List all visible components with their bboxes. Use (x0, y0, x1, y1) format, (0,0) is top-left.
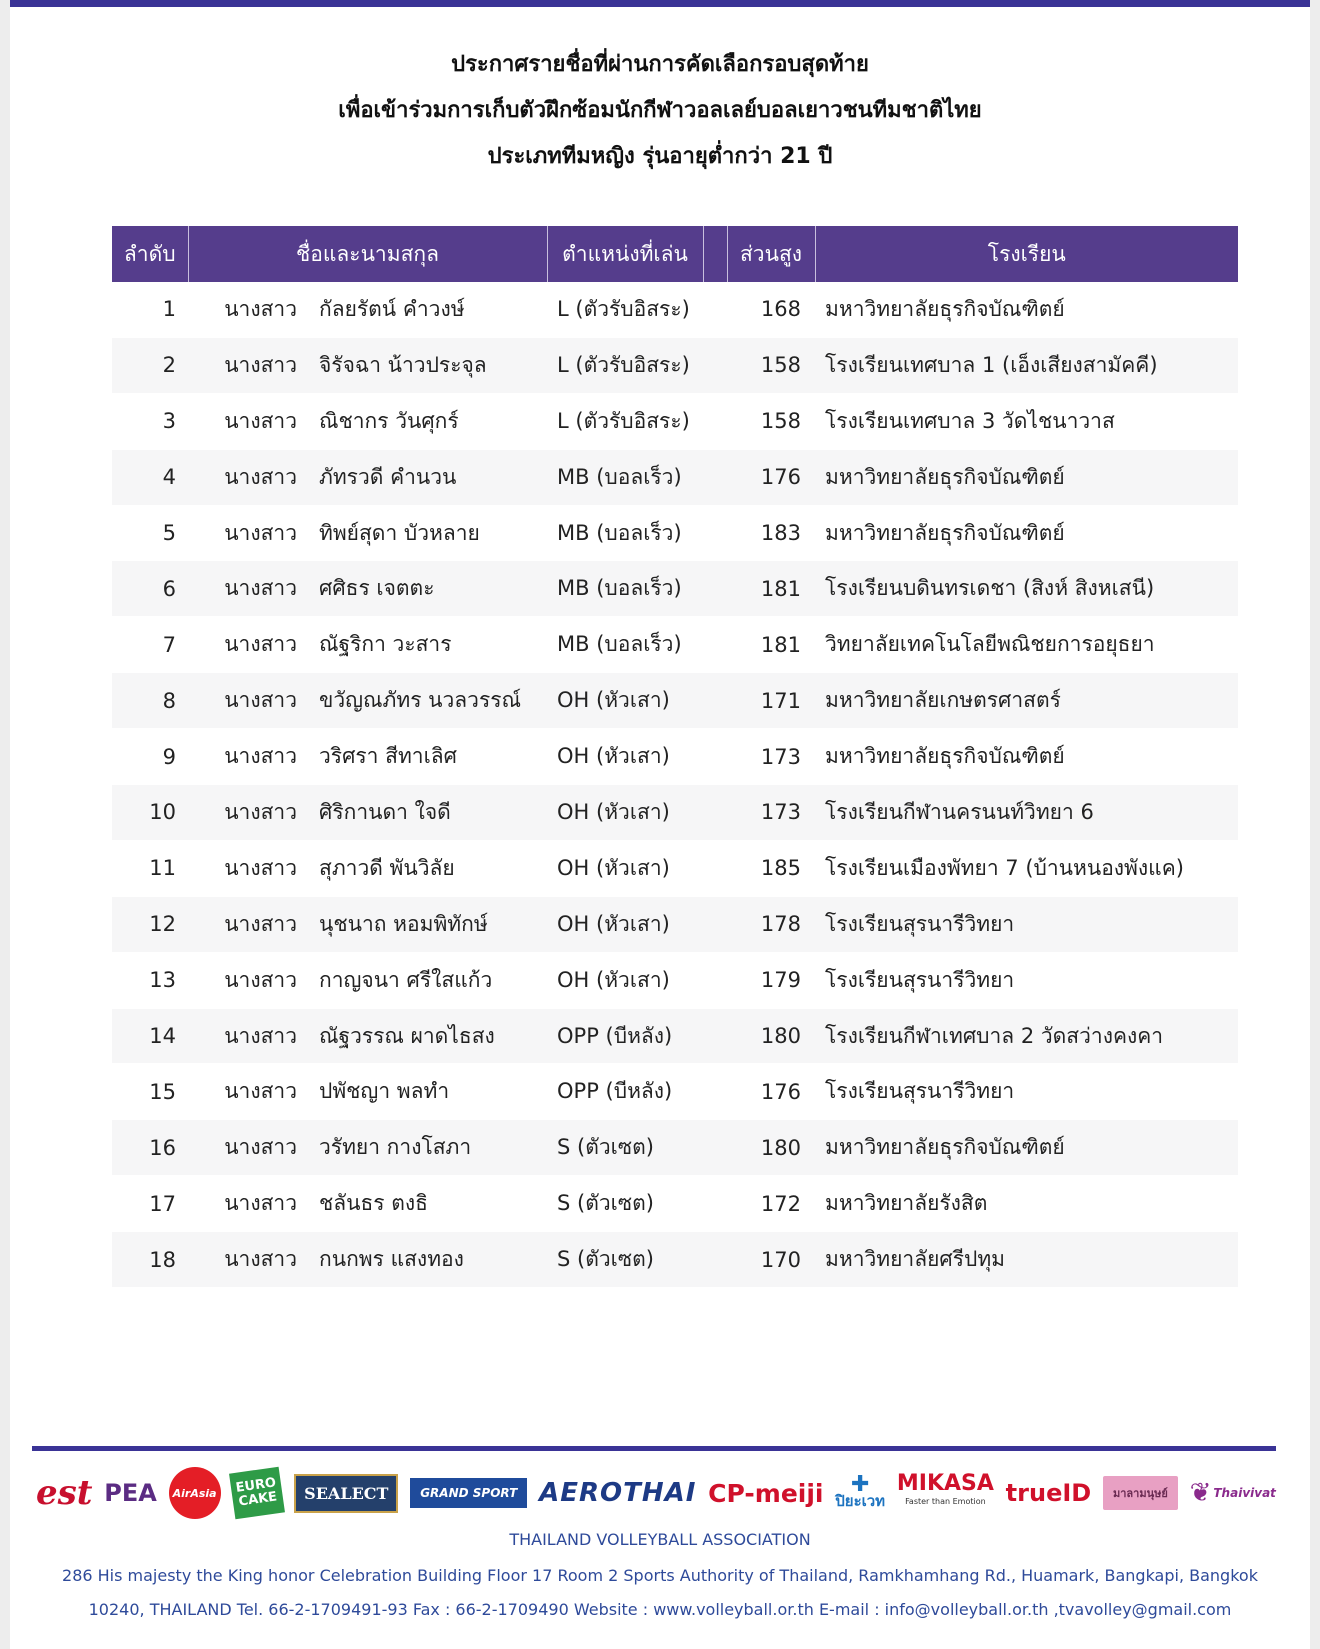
cell-no: 9 (112, 729, 188, 785)
table-row (112, 952, 1238, 1008)
footer-rule (32, 1446, 1276, 1451)
cell-spacer (703, 1120, 727, 1176)
cell-school: โรงเรียนเมืองพัทยา 7 (บ้านหนองพังแค) (815, 840, 1238, 896)
cell-position: MB (บอลเร็ว) (547, 561, 703, 617)
association-name: THAILAND VOLLEYBALL ASSOCIATION (509, 1530, 811, 1549)
cell-school: โรงเรียนกีฬานครนนท์วิทยา 6 (815, 785, 1238, 841)
cell-position: MB (บอลเร็ว) (547, 449, 703, 505)
col-header-height: ส่วนสูง (727, 226, 815, 282)
cell-spacer (703, 505, 727, 561)
cell-name: ขวัญณภัทร นวลวรรณ์ (311, 673, 547, 729)
col-header-no: ลำดับ (112, 226, 188, 282)
cell-position: S (ตัวเซต) (547, 1176, 703, 1232)
cell-name: ณัฐริกา วะสาร (311, 617, 547, 673)
cell-title: นางสาว (188, 393, 311, 449)
cell-title: นางสาว (188, 840, 311, 896)
cell-no: 14 (112, 1008, 188, 1064)
est-logo: est (36, 1473, 93, 1513)
cell-school: มหาวิทยาลัยธุรกิจบัณฑิตย์ (815, 282, 1238, 337)
cell-position: OH (หัวเสา) (547, 952, 703, 1008)
col-header-name: ชื่อและนามสกุล (188, 226, 547, 282)
thaivivat-mark-icon: ❦ (1189, 1478, 1212, 1508)
table-row (112, 1120, 1238, 1176)
cell-height: 173 (727, 729, 815, 785)
cell-height: 171 (727, 673, 815, 729)
table-row (112, 337, 1238, 393)
cell-title: นางสาว (188, 952, 311, 1008)
cell-no: 7 (112, 617, 188, 673)
cell-school: โรงเรียนสุรนารีวิทยา (815, 896, 1238, 952)
table-row (112, 561, 1238, 617)
col-header-position: ตำแหน่งที่เล่น (547, 226, 703, 282)
cell-no: 8 (112, 673, 188, 729)
cell-spacer (703, 952, 727, 1008)
cell-name: กัลยรัตน์ คำวงษ์ (311, 282, 547, 337)
airasia-logo: AirAsia (169, 1467, 221, 1519)
cell-no: 6 (112, 561, 188, 617)
cell-school: โรงเรียนเทศบาล 3 วัดไชนาวาส (815, 393, 1238, 449)
piyawat-mark-icon: ✚ (850, 1472, 870, 1497)
cell-position: S (ตัวเซต) (547, 1232, 703, 1288)
cell-name: ศิริกานดา ใจดี (311, 785, 547, 841)
cell-position: MB (บอลเร็ว) (547, 505, 703, 561)
cell-height: 181 (727, 561, 815, 617)
cell-title: นางสาว (188, 617, 311, 673)
cell-name: ภัทรวดี คำนวน (311, 449, 547, 505)
table-row (112, 1064, 1238, 1120)
cell-position: OH (หัวเสา) (547, 840, 703, 896)
table-row (112, 282, 1238, 337)
cell-height: 176 (727, 1064, 815, 1120)
thaivivat-logo (1190, 1478, 1276, 1508)
cell-title: นางสาว (188, 561, 311, 617)
cpmeiji-logo: CP-meiji (708, 1478, 824, 1508)
cell-school: โรงเรียนเทศบาล 1 (เอ็งเสียงสามัคคี) (815, 337, 1238, 393)
cell-position: OH (หัวเสา) (547, 729, 703, 785)
cell-position: OH (หัวเสา) (547, 673, 703, 729)
trueid-logo: trueID (1005, 1479, 1092, 1507)
cell-spacer (703, 449, 727, 505)
cell-spacer (703, 1232, 727, 1288)
cell-no: 4 (112, 449, 188, 505)
table-row (112, 896, 1238, 952)
cell-spacer (703, 337, 727, 393)
cell-spacer (703, 840, 727, 896)
page-edge-left (0, 0, 10, 1649)
cell-no: 5 (112, 505, 188, 561)
cell-spacer (703, 1064, 727, 1120)
cell-spacer (703, 393, 727, 449)
cell-school: โรงเรียนสุรนารีวิทยา (815, 1064, 1238, 1120)
cell-no: 18 (112, 1232, 188, 1288)
cell-title: นางสาว (188, 505, 311, 561)
cell-position: OPP (บีหลัง) (547, 1064, 703, 1120)
table-row (112, 1176, 1238, 1232)
cell-position: L (ตัวรับอิสระ) (547, 393, 703, 449)
table-row (112, 393, 1238, 449)
roster-table (112, 226, 1238, 1288)
cell-name: วรัทยา กางโสภา (311, 1120, 547, 1176)
cell-no: 3 (112, 393, 188, 449)
cell-name: จิรัจฉา น้าวประจุล (311, 337, 547, 393)
mikasa-logo-text: MIKASA (896, 1471, 994, 1496)
cell-height: 180 (727, 1008, 815, 1064)
cell-school: มหาวิทยาลัยธุรกิจบัณฑิตย์ (815, 729, 1238, 785)
cell-spacer (703, 673, 727, 729)
cell-title: นางสาว (188, 1176, 311, 1232)
cell-name: ณิชากร วันศุกร์ (311, 393, 547, 449)
cell-school: มหาวิทยาลัยรังสิต (815, 1176, 1238, 1232)
cell-spacer (703, 896, 727, 952)
cell-spacer (703, 617, 727, 673)
cell-spacer (703, 785, 727, 841)
roster-body (112, 282, 1238, 1288)
cell-position: L (ตัวรับอิสระ) (547, 337, 703, 393)
table-row (112, 673, 1238, 729)
table-row (112, 505, 1238, 561)
mikasa-tagline: Faster than Emotion (905, 1497, 986, 1506)
cell-name: ชลันธร ตงธิ (311, 1176, 547, 1232)
cell-title: นางสาว (188, 282, 311, 337)
cell-title: นางสาว (188, 1064, 311, 1120)
cell-name: ปพัชญา พลทำ (311, 1064, 547, 1120)
cell-school: มหาวิทยาลัยธุรกิจบัณฑิตย์ (815, 505, 1238, 561)
cell-height: 181 (727, 617, 815, 673)
cell-no: 15 (112, 1064, 188, 1120)
cell-no: 13 (112, 952, 188, 1008)
cell-height: 168 (727, 282, 815, 337)
thaivivat-logo-text: Thaivivat (1213, 1486, 1276, 1500)
sponsor-logos (36, 1463, 1276, 1523)
cell-no: 1 (112, 282, 188, 337)
cell-position: L (ตัวรับอิสระ) (547, 282, 703, 337)
cell-height: 172 (727, 1176, 815, 1232)
table-row (112, 1232, 1238, 1288)
page-edge-right (1310, 0, 1320, 1649)
cell-position: S (ตัวเซต) (547, 1120, 703, 1176)
cell-name: ศศิธร เจตตะ (311, 561, 547, 617)
piyawat-logo (835, 1472, 886, 1510)
address-line-1: 286 His majesty the King honor Celebration Building Floor 17 Room 2 Sports Authority of Thailand, Ramkhamhang Rd., Huamark, Bangkapi, Bangkok (62, 1566, 1258, 1585)
col-header-school: โรงเรียน (815, 226, 1238, 282)
cell-position: OPP (บีหลัง) (547, 1008, 703, 1064)
table-row (112, 1008, 1238, 1064)
cell-title: นางสาว (188, 449, 311, 505)
cell-height: 173 (727, 785, 815, 841)
top-rule (10, 0, 1310, 7)
cell-school: โรงเรียนสุรนารีวิทยา (815, 952, 1238, 1008)
cell-title: นางสาว (188, 785, 311, 841)
cell-height: 179 (727, 952, 815, 1008)
cell-height: 176 (727, 449, 815, 505)
cell-school: วิทยาลัยเทคโนโลยีพณิชยการอยุธยา (815, 617, 1238, 673)
cell-spacer (703, 729, 727, 785)
table-row (112, 840, 1238, 896)
cell-school: มหาวิทยาลัยเกษตรศาสตร์ (815, 673, 1238, 729)
cell-title: นางสาว (188, 1008, 311, 1064)
announcement-title (0, 42, 1320, 180)
cell-name: ณัฐวรรณ ผาดไธสง (311, 1008, 547, 1064)
piyawat-logo-text: ปิยะเวท (835, 1492, 886, 1510)
cell-name: กาญจนา ศรีใสแก้ว (311, 952, 547, 1008)
cell-title: นางสาว (188, 673, 311, 729)
cell-spacer (703, 561, 727, 617)
cell-spacer (703, 1008, 727, 1064)
cell-height: 158 (727, 337, 815, 393)
cell-school: มหาวิทยาลัยศรีปทุม (815, 1232, 1238, 1288)
cell-name: สุภาวดี พันวิลัย (311, 840, 547, 896)
table-row (112, 785, 1238, 841)
cell-title: นางสาว (188, 1232, 311, 1288)
cell-title: นางสาว (188, 729, 311, 785)
cell-school: โรงเรียนบดินทรเดชา (สิงห์ สิงหเสนี) (815, 561, 1238, 617)
cell-no: 10 (112, 785, 188, 841)
cell-height: 170 (727, 1232, 815, 1288)
cell-name: กนกพร แสงทอง (311, 1232, 547, 1288)
cell-height: 183 (727, 505, 815, 561)
cell-no: 2 (112, 337, 188, 393)
cell-title: นางสาว (188, 1120, 311, 1176)
cell-height: 178 (727, 896, 815, 952)
grandsport-logo: GRAND SPORT (410, 1478, 527, 1508)
pea-logo: PEA (104, 1479, 157, 1507)
table-row (112, 449, 1238, 505)
title-line-2: เพื่อเข้าร่วมการเก็บตัวฝึกซ้อมนักกีฬาวอลเลย์บอลเยาวชนทีมชาติไทย (338, 98, 982, 123)
cell-position: OH (หัวเสา) (547, 785, 703, 841)
cell-height: 185 (727, 840, 815, 896)
cell-spacer (703, 1176, 727, 1232)
cell-position: MB (บอลเร็ว) (547, 617, 703, 673)
cell-no: 16 (112, 1120, 188, 1176)
cell-height: 180 (727, 1120, 815, 1176)
title-line-1: ประกาศรายชื่อที่ผ่านการคัดเลือกรอบสุดท้าย (451, 52, 869, 77)
eurocake-logo: EURO CAKE (229, 1467, 285, 1520)
cell-height: 158 (727, 393, 815, 449)
cell-no: 17 (112, 1176, 188, 1232)
cell-no: 12 (112, 896, 188, 952)
cell-school: โรงเรียนกีฬาเทศบาล 2 วัดสว่างคงคา (815, 1008, 1238, 1064)
table-row (112, 617, 1238, 673)
cell-name: ทิพย์สุดา บัวหลาย (311, 505, 547, 561)
mikasa-logo (896, 1471, 994, 1511)
cell-name: นุชนาถ หอมพิทักษ์ (311, 896, 547, 952)
table-row (112, 729, 1238, 785)
aerothai-logo: AEROTHAI (539, 1478, 697, 1508)
cell-name: วริศรา สีทาเลิศ (311, 729, 547, 785)
cell-school: มหาวิทยาลัยธุรกิจบัณฑิตย์ (815, 449, 1238, 505)
cell-title: นางสาว (188, 896, 311, 952)
cell-title: นางสาว (188, 337, 311, 393)
sealect-logo: SEALECT (294, 1474, 398, 1513)
cell-no: 11 (112, 840, 188, 896)
title-line-3: ประเภททีมหญิง รุ่นอายุต่ำกว่า 21 ปี (487, 144, 833, 169)
cell-position: OH (หัวเสา) (547, 896, 703, 952)
foundation-logo: มาลามนุษย์ (1103, 1476, 1178, 1510)
table-header-row (112, 226, 1238, 282)
address-line-2: 10240, THAILAND Tel. 66-2-1709491-93 Fax : 66-2-1709490 Website : www.volleyball.or.th E-mail : info@volleyball.or.th ,tvavolley@gmail.com (88, 1600, 1232, 1619)
cell-school: มหาวิทยาลัยธุรกิจบัณฑิตย์ (815, 1120, 1238, 1176)
col-header-spacer (703, 226, 727, 282)
cell-spacer (703, 282, 727, 337)
